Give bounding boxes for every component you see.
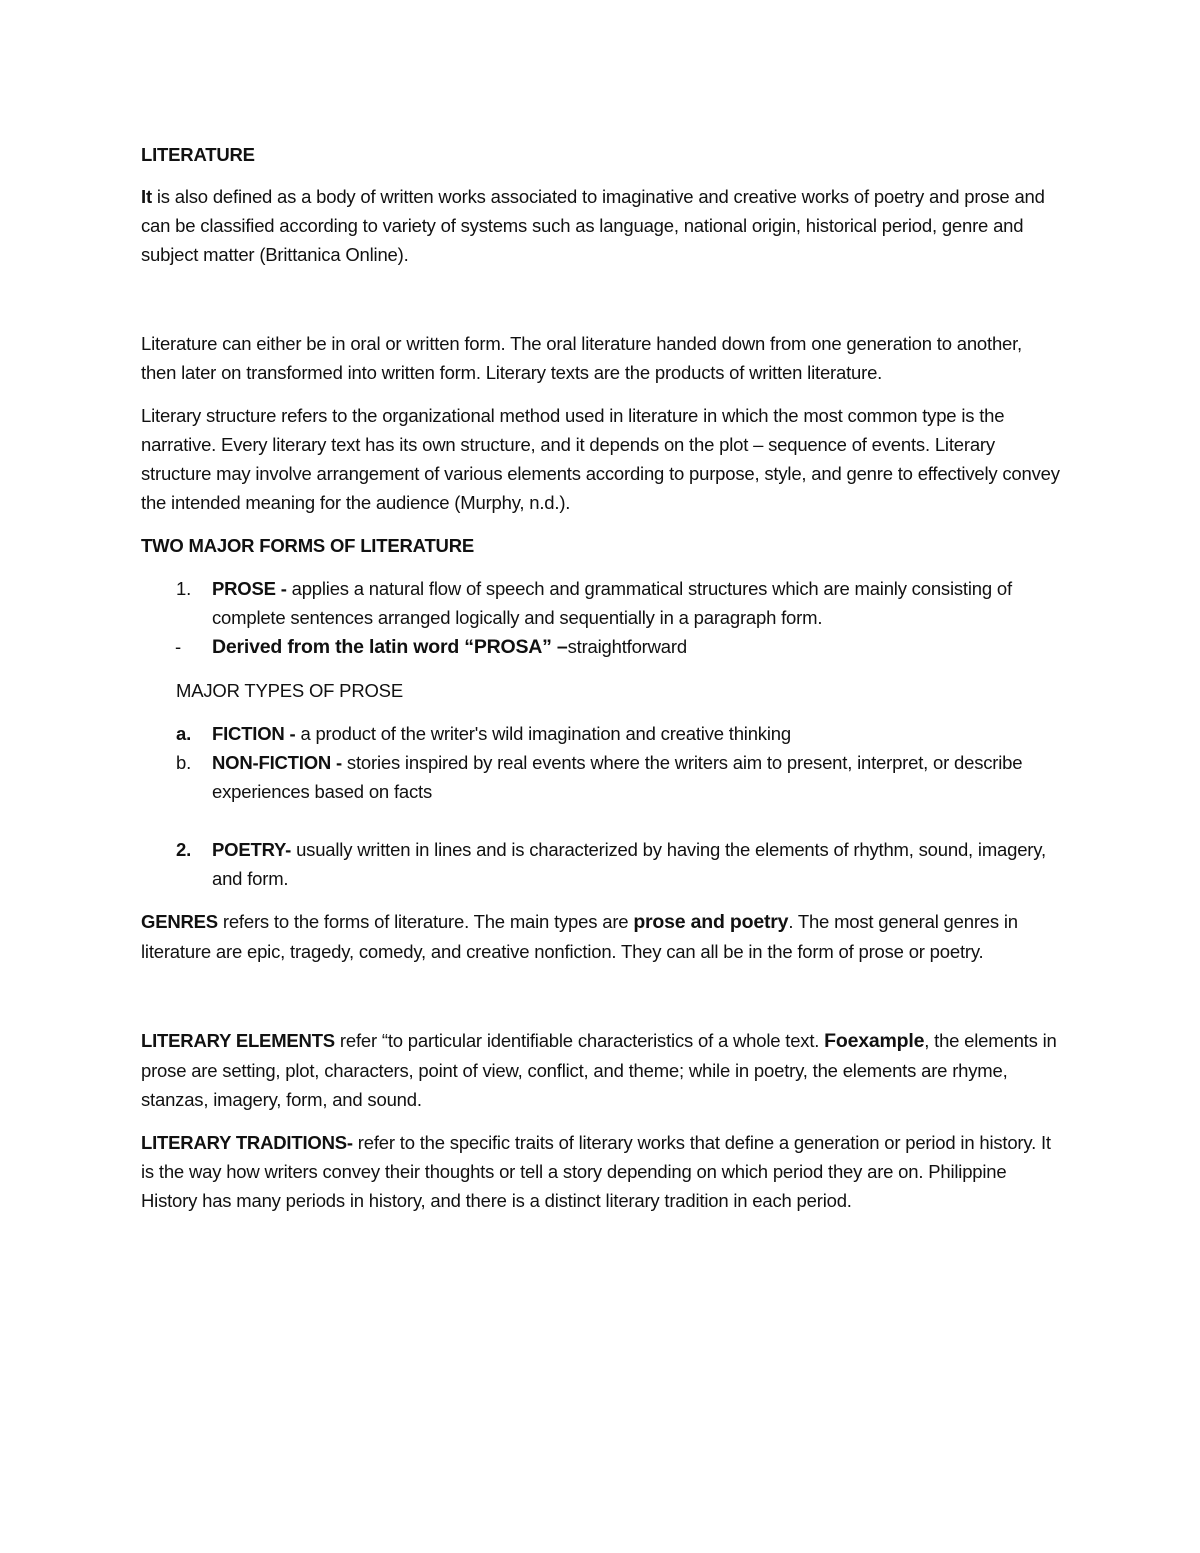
- heading-two-major-forms: TWO MAJOR FORMS OF LITERATURE: [141, 535, 474, 556]
- definition-lead: It: [141, 186, 152, 207]
- list-item-prose: [141, 574, 1061, 632]
- list-item-fiction: [141, 719, 1061, 748]
- elements-bold: Foexample: [824, 1030, 925, 1052]
- paragraph-literary-elements: [141, 1026, 1061, 1114]
- list-marker: 2.: [176, 839, 192, 860]
- spacer: [141, 662, 1061, 676]
- list-marker: -: [175, 636, 181, 657]
- spacer: [141, 966, 1061, 1026]
- spacer: [141, 269, 1061, 329]
- genres-text-1: refers to the forms of literature. The main types are: [217, 911, 634, 932]
- poetry-text: usually written in lines and is characterized by having the elements of rhythm, sound, imagery, and form.: [212, 839, 1046, 889]
- elements-term: LITERARY ELEMENTS: [141, 1030, 335, 1051]
- fiction-text: a product of the writer's wild imagination and creative thinking: [295, 723, 791, 744]
- paragraph-literary-structure: Literary structure refers to the organizational method used in literature in which the most common type is the narrative. Every literary text has its own structure, and it depends on the plot – sequence of events. Literary structure may involve arrangement of various elements according to purpose, style, and genre to effectively convey the intended meaning for the audience (Murphy, n.d.).: [141, 405, 1060, 513]
- prose-text: applies a natural flow of speech and grammatical structures which are mainly consisting of complete sentences arranged logically and sequentially in a paragraph form.: [212, 578, 1012, 628]
- genres-bold: prose and poetry: [633, 911, 789, 933]
- document-body: [141, 140, 1061, 1215]
- poetry-term: POETRY-: [212, 839, 292, 860]
- prosa-term: Derived from the latin word “PROSA” –: [212, 636, 568, 658]
- nonfiction-term: NON-FICTION -: [212, 752, 342, 773]
- prose-term: PROSE -: [212, 578, 287, 599]
- fiction-term: FICTION -: [212, 723, 296, 744]
- spacer: [141, 387, 1061, 401]
- genres-term: GENRES: [141, 911, 218, 932]
- list-item-poetry: [141, 835, 1061, 893]
- list-item-prosa: [141, 632, 1061, 662]
- genres-text-2: . The most general genres in literature are epic, tragedy, comedy, and creative nonfiction. They can all be in the form of prose or poetry.: [141, 911, 1018, 962]
- prosa-text: straightforward: [567, 636, 687, 657]
- title-literature: LITERATURE: [141, 144, 255, 165]
- list-item-nonfiction: [141, 748, 1061, 806]
- list-marker: a.: [176, 723, 192, 744]
- list-marker: b.: [176, 752, 192, 773]
- paragraph-oral-written: Literature can either be in oral or written form. The oral literature handed down from one generation to another, then later on transformed into written form. Literary texts are the products of written literature.: [141, 333, 1023, 383]
- elements-text-2: , the elements in prose are setting, plot, characters, point of view, conflict, and theme; while in poetry, the elements are rhyme, stanzas, imagery, form, and sound.: [141, 1030, 1057, 1110]
- traditions-term: LITERARY TRADITIONS-: [141, 1132, 353, 1153]
- spacer: [141, 806, 1061, 835]
- spacer: [141, 1114, 1061, 1128]
- nonfiction-text: stories inspired by real events where the writers aim to present, interpret, or describe experiences based on facts: [212, 752, 1023, 802]
- elements-text-1: refer “to particular identifiable characteristics of a whole text.: [334, 1030, 825, 1051]
- definition-text: is also defined as a body of written works associated to imaginative and creative works of poetry and prose and can be classified according to variety of systems such as language, national origin, historical period, genre and subject matter (Brittanica Online).: [141, 186, 1045, 265]
- traditions-text: refer to the specific traits of literary works that define a generation or period in history. It is the way how writers convey their thoughts or tell a story depending on which period they are on. Philippine History has many periods in history, and there is a distinct literary tradition in each period.: [141, 1132, 1051, 1211]
- paragraph-literary-traditions: [141, 1128, 1061, 1215]
- spacer: [141, 517, 1061, 531]
- paragraph-genres: [141, 907, 1061, 966]
- spacer: [141, 893, 1061, 907]
- paragraph-definition: [141, 182, 1061, 269]
- list-marker: 1.: [176, 578, 192, 599]
- heading-major-types-of-prose: MAJOR TYPES OF PROSE: [176, 680, 403, 701]
